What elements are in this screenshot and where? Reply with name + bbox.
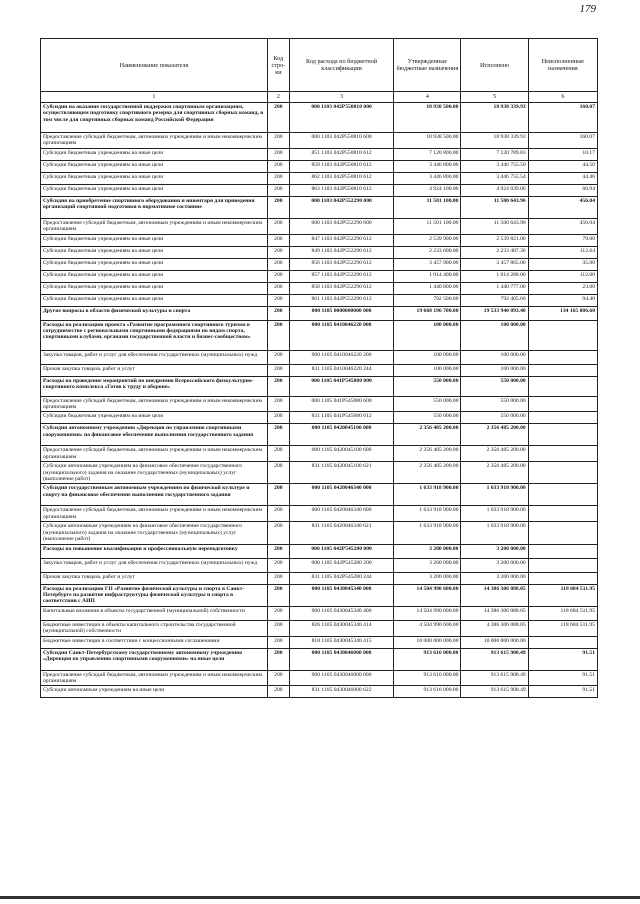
table-row <box>41 462 598 484</box>
row-unexecuted: 456.04 <box>528 218 597 234</box>
row-executed: 3 446 755.54 <box>461 172 528 184</box>
table-row <box>41 218 598 234</box>
row-line-code: 200 <box>267 484 289 506</box>
row-line-code: 200 <box>267 572 289 584</box>
column-index: 4 <box>394 92 461 103</box>
row-approved: 100 000.00 <box>394 320 461 350</box>
table-row <box>41 484 598 506</box>
row-name: Субсидии автономным учреждениям на иные цели <box>41 686 268 698</box>
row-line-code: 200 <box>267 306 289 320</box>
row-budget-code: 000 1103 042Р552290 600 <box>289 218 393 234</box>
row-budget-code: 858 1103 042Р552290 612 <box>289 282 393 294</box>
table-row <box>41 294 598 306</box>
table-row <box>41 686 598 698</box>
row-executed: 11 500 643.96 <box>461 218 528 234</box>
row-line-code: 200 <box>267 133 289 149</box>
table-row <box>41 648 598 670</box>
row-budget-code: 863 1103 042Р550810 612 <box>289 184 393 196</box>
table-row <box>41 424 598 446</box>
row-line-code: 200 <box>267 606 289 620</box>
row-line-code: 200 <box>267 686 289 698</box>
row-executed: 4 924 039.06 <box>461 184 528 196</box>
row-line-code: 200 <box>267 258 289 270</box>
row-name: Субсидии автономным учреждениям на финансовое обеспечение государственного (муниципального) задания на оказание государственных (муниципальных) услуг (выполнение работ) <box>41 462 268 484</box>
row-name: Расходы на реализацию проекта «Развитие программного спортивного туризма в сотрудничестве с региональными спортивными федерациями по видам спорта, спортивными клубами, органами государственной власти и бизнес-сообществом» <box>41 320 268 350</box>
row-executed: 913 615 908.49 <box>461 686 528 698</box>
row-name: Бюджетные инвестиции в объекты капитального строительства государственной (муниципальной) собственности <box>41 620 268 636</box>
row-approved: 2 539 900.00 <box>394 234 461 246</box>
row-budget-code: 000 1103 042Р550810 000 <box>289 103 393 133</box>
row-approved: 3 457 900.00 <box>394 258 461 270</box>
row-line-code: 200 <box>267 376 289 396</box>
row-unexecuted: 94.40 <box>528 294 597 306</box>
budget-execution-table <box>40 38 598 698</box>
row-unexecuted: 79.00 <box>528 234 597 246</box>
row-executed: 2 356 485 200.00 <box>461 462 528 484</box>
row-executed: 792 405.60 <box>461 294 528 306</box>
row-unexecuted: 160.07 <box>528 103 597 133</box>
row-unexecuted: 23.00 <box>528 282 597 294</box>
row-executed: 1 633 918 900.00 <box>461 484 528 506</box>
row-unexecuted: 112.00 <box>528 270 597 282</box>
row-name: Предоставление субсидий бюджетным, автономным учреждениям и иным некоммерческим организациям <box>41 218 268 234</box>
row-executed: 18 938 339.93 <box>461 133 528 149</box>
column-index: 5 <box>461 92 528 103</box>
row-executed: 7 120 789.83 <box>461 148 528 160</box>
row-executed: 2 356 485 200.00 <box>461 424 528 446</box>
header-approved: Утвержденные бюджетные назначения <box>394 39 461 92</box>
row-approved: 4 924 100.00 <box>394 184 461 196</box>
header-executed: Исполнено <box>461 39 528 92</box>
row-line-code: 200 <box>267 396 289 412</box>
row-line-code: 200 <box>267 320 289 350</box>
row-unexecuted: 118 684 511.95 <box>528 584 597 606</box>
row-unexecuted <box>528 572 597 584</box>
row-executed: 3 200 000.00 <box>461 558 528 572</box>
row-budget-code: 859 1103 042Р550810 612 <box>289 160 393 172</box>
column-index-row <box>41 92 598 103</box>
table-row <box>41 522 598 544</box>
row-unexecuted <box>528 636 597 648</box>
row-executed: 18 938 339.93 <box>461 103 528 133</box>
row-unexecuted <box>528 522 597 544</box>
row-name: Субсидии бюджетным учреждениям на иные цели <box>41 258 268 270</box>
row-line-code: 200 <box>267 648 289 670</box>
row-unexecuted <box>528 364 597 376</box>
row-approved: 18 938 500.00 <box>394 133 461 149</box>
row-budget-code: 831 1105 0420046340 621 <box>289 522 393 544</box>
table-row <box>41 584 598 606</box>
row-name: Субсидия на приобретение спортивного оборудования и инвентаря для приведения организаций спортивной подготовки в нормативное состояние <box>41 196 268 218</box>
row-approved: 7 120 800.00 <box>394 148 461 160</box>
row-unexecuted <box>528 484 597 506</box>
row-name: Субсидии бюджетным учреждениям на иные цели <box>41 184 268 196</box>
table-row <box>41 376 598 396</box>
row-approved: 1 633 918 900.00 <box>394 506 461 522</box>
table-body <box>41 103 598 698</box>
row-executed: 913 615 908.49 <box>461 648 528 670</box>
row-name: Субсидии бюджетным учреждениям на иные цели <box>41 172 268 184</box>
row-name: Субсидии бюджетным учреждениям на иные цели <box>41 282 268 294</box>
row-name: Расходы на реализацию ГП «Развитие физической культуры и спорта в Санкт-Петербурге на развитие инфраструктуры физической культуры и спорта в соответствии с АИП <box>41 584 268 606</box>
page-number: 179 <box>579 3 596 15</box>
row-executed: 1 633 918 900.00 <box>461 506 528 522</box>
column-index: 6 <box>528 92 597 103</box>
row-line-code: 200 <box>267 446 289 462</box>
row-unexecuted <box>528 506 597 522</box>
row-unexecuted: 118 684 511.95 <box>528 620 597 636</box>
row-budget-code: 000 1105 0000000000 000 <box>289 306 393 320</box>
row-line-code: 200 <box>267 160 289 172</box>
header-line-code: Код стро-ки <box>267 39 289 92</box>
table-row <box>41 544 598 558</box>
row-approved: 792 500.00 <box>394 294 461 306</box>
row-line-code: 200 <box>267 196 289 218</box>
row-executed: 2 356 485 200.00 <box>461 446 528 462</box>
table-row <box>41 396 598 412</box>
row-approved: 10 000 000 000.00 <box>394 636 461 648</box>
table-row <box>41 184 598 196</box>
row-budget-code: 857 1103 042Р552290 612 <box>289 270 393 282</box>
row-approved: 913 616 000.00 <box>394 648 461 670</box>
row-budget-code: 856 1103 042Р552290 612 <box>289 258 393 270</box>
row-approved: 1 440 800.00 <box>394 282 461 294</box>
row-line-code: 200 <box>267 294 289 306</box>
row-unexecuted: 91.51 <box>528 648 597 670</box>
row-approved: 550 000.00 <box>394 396 461 412</box>
row-budget-code: 831 1105 041Р545080 612 <box>289 412 393 424</box>
row-budget-code: 000 1105 0420046340 600 <box>289 506 393 522</box>
table-row <box>41 258 598 270</box>
row-name: Субсидии бюджетным учреждениям на иные цели <box>41 246 268 258</box>
table-row <box>41 306 598 320</box>
row-line-code: 200 <box>267 620 289 636</box>
row-budget-code: 000 1105 0430046000 600 <box>289 670 393 686</box>
row-name: Субсидия Санкт-Петербургскому государственному автономному учреждению «Дирекция по управлению спортивными сооружениями» на иные цели <box>41 648 268 670</box>
table-row <box>41 350 598 364</box>
row-budget-code: 000 1105 0430045340 000 <box>289 584 393 606</box>
row-approved: 100 000.00 <box>394 364 461 376</box>
row-approved: 2 356 485 200.00 <box>394 446 461 462</box>
row-line-code: 200 <box>267 270 289 282</box>
row-budget-code: 849 1103 042Р552290 612 <box>289 246 393 258</box>
scan-bottom-edge <box>0 896 640 899</box>
table-row <box>41 670 598 686</box>
row-line-code: 200 <box>267 184 289 196</box>
table-row <box>41 558 598 572</box>
row-budget-code: 000 1105 0420045100 000 <box>289 424 393 446</box>
row-budget-code: 831 1105 042Р545280 244 <box>289 572 393 584</box>
row-budget-code: 826 1105 0430045340 414 <box>289 620 393 636</box>
row-name: Субсидии бюджетным учреждениям на иные цели <box>41 412 268 424</box>
row-line-code: 200 <box>267 282 289 294</box>
row-budget-code: 831 1105 0420045100 621 <box>289 462 393 484</box>
row-budget-code: 000 1105 042Р545280 000 <box>289 544 393 558</box>
table-row <box>41 196 598 218</box>
row-budget-code: 000 1105 0430045340 400 <box>289 606 393 620</box>
table-row <box>41 172 598 184</box>
row-unexecuted <box>528 320 597 350</box>
row-unexecuted: 160.07 <box>528 133 597 149</box>
row-line-code: 200 <box>267 424 289 446</box>
row-approved: 100 000.00 <box>394 350 461 364</box>
row-line-code: 200 <box>267 522 289 544</box>
row-name: Прочая закупка товаров, работ и услуг <box>41 572 268 584</box>
row-approved: 2 356 485 200.00 <box>394 424 461 446</box>
row-name: Субсидии бюджетным учреждениям на иные цели <box>41 294 268 306</box>
row-line-code: 200 <box>267 462 289 484</box>
row-name: Предоставление субсидий бюджетным, автономным учреждениям и иным некоммерческим организациям <box>41 506 268 522</box>
row-executed: 3 457 865.00 <box>461 258 528 270</box>
row-budget-code: 000 1105 042Р545280 200 <box>289 558 393 572</box>
column-index: 2 <box>267 92 289 103</box>
row-budget-code: 831 1105 0410046220 244 <box>289 364 393 376</box>
row-unexecuted: 456.04 <box>528 196 597 218</box>
row-approved: 14 504 990 600.00 <box>394 584 461 606</box>
row-executed: 100 000.00 <box>461 364 528 376</box>
row-executed: 19 533 940 893.40 <box>461 306 528 320</box>
row-budget-code: 000 1105 0420046340 000 <box>289 484 393 506</box>
row-approved: 3 200 000.00 <box>394 544 461 558</box>
row-line-code: 200 <box>267 172 289 184</box>
row-budget-code: 000 1105 0410046220 200 <box>289 350 393 364</box>
row-approved: 11 501 100.00 <box>394 196 461 218</box>
row-budget-code: 000 1105 0410046220 000 <box>289 320 393 350</box>
row-name: Капитальные вложения в объекты государственной (муниципальной) собственности <box>41 606 268 620</box>
table-row <box>41 320 598 350</box>
table-row <box>41 234 598 246</box>
row-approved: 913 616 000.00 <box>394 686 461 698</box>
row-line-code: 200 <box>267 364 289 376</box>
row-unexecuted: 44.50 <box>528 160 597 172</box>
row-name: Субсидия автономному учреждению «Дирекция по управлению спортивными сооружениями» на финансовое обеспечение выполнения государственного задания <box>41 424 268 446</box>
row-name: Субсидии бюджетным учреждениям на иные цели <box>41 270 268 282</box>
row-approved: 550 000.00 <box>394 412 461 424</box>
row-approved: 550 000.00 <box>394 376 461 396</box>
row-approved: 19 668 196 700.00 <box>394 306 461 320</box>
row-budget-code: 000 1105 0430046000 000 <box>289 648 393 670</box>
row-approved: 11 501 100.00 <box>394 218 461 234</box>
row-unexecuted <box>528 376 597 396</box>
row-name: Прочая закупка товаров, работ и услуг <box>41 364 268 376</box>
row-executed: 550 000.00 <box>461 412 528 424</box>
row-name: Закупка товаров, работ и услуг для обеспечения государственных (муниципальных) нужд <box>41 350 268 364</box>
row-line-code: 200 <box>267 246 289 258</box>
row-budget-code: 831 1105 0430046000 622 <box>289 686 393 698</box>
column-index: 3 <box>289 92 393 103</box>
row-executed: 2 233 487.36 <box>461 246 528 258</box>
row-line-code: 200 <box>267 103 289 133</box>
row-executed: 3 446 755.50 <box>461 160 528 172</box>
row-budget-code: 862 1103 042Р550810 612 <box>289 172 393 184</box>
row-line-code: 200 <box>267 148 289 160</box>
row-unexecuted: 35.00 <box>528 258 597 270</box>
table-row <box>41 506 598 522</box>
row-executed: 2 539 821.00 <box>461 234 528 246</box>
row-approved: 3 200 000.00 <box>394 558 461 572</box>
row-line-code: 200 <box>267 412 289 424</box>
row-budget-code: 851 1103 042Р550810 612 <box>289 148 393 160</box>
table-header-row <box>41 39 598 92</box>
row-executed: 1 633 918 900.00 <box>461 522 528 544</box>
row-name: Предоставление субсидий бюджетным, автономным учреждениям и иным некоммерческим организациям <box>41 446 268 462</box>
row-executed: 14 386 306 088.05 <box>461 606 528 620</box>
row-name: Другие вопросы в области физической культуры и спорта <box>41 306 268 320</box>
table-row <box>41 636 598 648</box>
row-budget-code: 000 1105 041Р545080 600 <box>289 396 393 412</box>
row-name: Субсидии бюджетным учреждениям на иные цели <box>41 160 268 172</box>
row-line-code: 200 <box>267 350 289 364</box>
row-unexecuted <box>528 544 597 558</box>
table-row <box>41 133 598 149</box>
row-executed: 550 000.00 <box>461 376 528 396</box>
table-row <box>41 282 598 294</box>
row-unexecuted: 60.94 <box>528 184 597 196</box>
row-unexecuted <box>528 350 597 364</box>
row-approved: 2 356 485 200.00 <box>394 462 461 484</box>
row-budget-code: 861 1103 042Р552290 612 <box>289 294 393 306</box>
row-line-code: 200 <box>267 584 289 606</box>
row-budget-code: 000 1105 0420045100 600 <box>289 446 393 462</box>
row-unexecuted: 91.51 <box>528 686 597 698</box>
row-name: Предоставление субсидий бюджетным, автономным учреждениям и иным некоммерческим организациям <box>41 396 268 412</box>
row-executed: 4 386 306 088.05 <box>461 620 528 636</box>
row-unexecuted: 112.64 <box>528 246 597 258</box>
row-name: Субсидии на оказание государственной поддержки спортивным организациям, осуществляющим подготовку спортивного резерва для спортивных сборных команд, в том числе для спортивных сборных команд Российской Федерации <box>41 103 268 133</box>
row-name: Расходы на проведение мероприятий по внедрению Всероссийского физкультурно-спортивного комплекса «Готов к труду и обороне» <box>41 376 268 396</box>
row-line-code: 200 <box>267 506 289 522</box>
row-executed: 550 000.00 <box>461 396 528 412</box>
row-line-code: 200 <box>267 544 289 558</box>
row-approved: 3 200 000.00 <box>394 572 461 584</box>
header-name: Наименование показателя <box>41 39 268 92</box>
row-unexecuted: 118 684 511.95 <box>528 606 597 620</box>
row-executed: 1 014 288.00 <box>461 270 528 282</box>
row-approved: 913 616 000.00 <box>394 670 461 686</box>
row-budget-code: 000 1103 042Р552290 000 <box>289 196 393 218</box>
row-executed: 100 000.00 <box>461 350 528 364</box>
row-unexecuted: 134 165 806.60 <box>528 306 597 320</box>
row-line-code: 200 <box>267 234 289 246</box>
row-line-code: 200 <box>267 558 289 572</box>
column-index: 1 <box>41 92 268 103</box>
row-name: Бюджетные инвестиции в соответствии с концессионными соглашениями <box>41 636 268 648</box>
row-unexecuted <box>528 424 597 446</box>
table-row <box>41 160 598 172</box>
table-row <box>41 412 598 424</box>
row-unexecuted <box>528 446 597 462</box>
row-approved: 1 633 918 900.00 <box>394 484 461 506</box>
row-name: Предоставление субсидий бюджетным, автономным учреждениям и иным некоммерческим организациям <box>41 133 268 149</box>
row-approved: 1 633 918 900.00 <box>394 522 461 544</box>
table-row <box>41 148 598 160</box>
row-approved: 3 446 800.00 <box>394 160 461 172</box>
row-budget-code: 000 1103 042Р550810 600 <box>289 133 393 149</box>
table-row <box>41 572 598 584</box>
row-name: Предоставление субсидий бюджетным, автономным учреждениям и иным некоммерческим организациям <box>41 670 268 686</box>
row-name: Закупка товаров, работ и услуг для обеспечения государственных (муниципальных) нужд <box>41 558 268 572</box>
row-unexecuted: 44.46 <box>528 172 597 184</box>
row-approved: 18 938 500.00 <box>394 103 461 133</box>
row-line-code: 200 <box>267 218 289 234</box>
table-row <box>41 620 598 636</box>
row-budget-code: 818 1105 0430045340 415 <box>289 636 393 648</box>
row-name: Субсидии автономным учреждениям на финансовое обеспечение государственного (муниципального) задания на оказание государственных (муниципальных) услуг (выполнение работ) <box>41 522 268 544</box>
row-executed: 1 440 777.00 <box>461 282 528 294</box>
row-line-code: 200 <box>267 670 289 686</box>
header-unexecuted: Неисполненные назначения <box>528 39 597 92</box>
row-name: Субсидия государственным автономным учреждениям по физической культуре и спорту на финансовое обеспечение выполнения государственного задания <box>41 484 268 506</box>
row-unexecuted <box>528 412 597 424</box>
row-approved: 1 014 400.00 <box>394 270 461 282</box>
row-budget-code: 000 1105 041Р545080 000 <box>289 376 393 396</box>
table-row <box>41 446 598 462</box>
row-approved: 4 504 990 600.00 <box>394 620 461 636</box>
row-name: Субсидии бюджетным учреждениям на иные цели <box>41 148 268 160</box>
header-budget-code: Код расхода по бюджетной классификации <box>289 39 393 92</box>
row-unexecuted: 91.51 <box>528 670 597 686</box>
row-approved: 14 504 990 600.00 <box>394 606 461 620</box>
row-approved: 2 233 600.00 <box>394 246 461 258</box>
row-unexecuted <box>528 558 597 572</box>
row-line-code: 200 <box>267 636 289 648</box>
row-budget-code: 847 1103 042Р552290 612 <box>289 234 393 246</box>
row-executed: 14 386 306 088.05 <box>461 584 528 606</box>
row-executed: 913 615 908.49 <box>461 670 528 686</box>
table-row <box>41 246 598 258</box>
row-executed: 100 000.00 <box>461 320 528 350</box>
row-unexecuted <box>528 396 597 412</box>
row-executed: 3 200 000.00 <box>461 544 528 558</box>
row-executed: 10 000 000 000.00 <box>461 636 528 648</box>
table-row <box>41 270 598 282</box>
row-unexecuted: 10.17 <box>528 148 597 160</box>
table-row <box>41 606 598 620</box>
table-row <box>41 364 598 376</box>
row-executed: 11 500 643.96 <box>461 196 528 218</box>
row-unexecuted <box>528 462 597 484</box>
row-executed: 3 200 000.00 <box>461 572 528 584</box>
row-approved: 3 446 800.00 <box>394 172 461 184</box>
table-row <box>41 103 598 133</box>
row-name: Субсидии бюджетным учреждениям на иные цели <box>41 234 268 246</box>
row-name: Расходы на повышение квалификации и профессиональную переподготовку <box>41 544 268 558</box>
